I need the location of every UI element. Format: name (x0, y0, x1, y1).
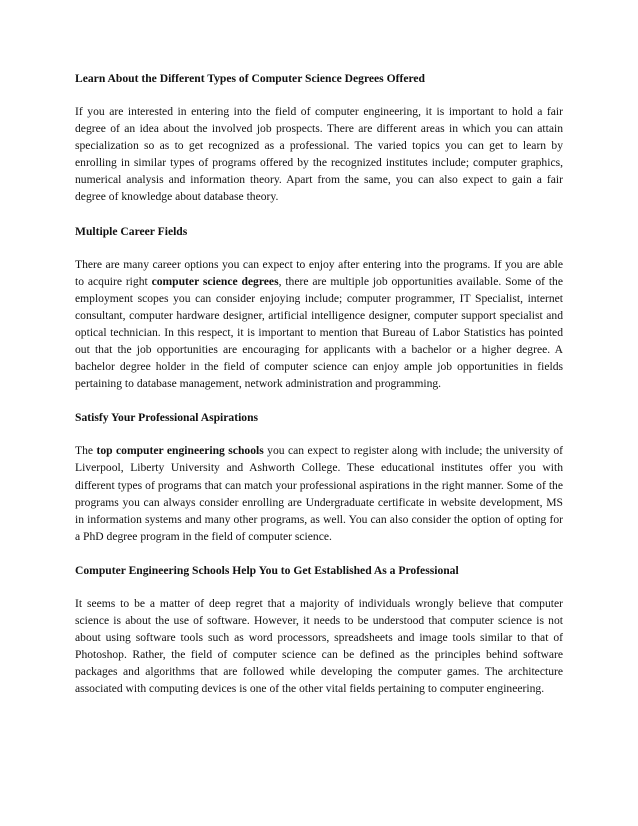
section-heading-aspirations: Satisfy Your Professional Aspirations (75, 411, 259, 425)
bold-keyword: top computer engineering schools (96, 444, 264, 458)
paragraph-text: you can expect to register along with include; the university of Liverpool, Liberty University and Ashworth College. These educational institutes offer you with different types of programs that can match your professional aspirations in the right manner. Some of the programs you can always consider enrolling are Undergraduate certificate in website development, MS in information systems and many other programs, as well. You can also consider the option of opting for a PhD degree program in the field of computer science. (75, 444, 563, 543)
bold-keyword: computer science degrees (151, 274, 279, 288)
paragraph-text: The (75, 444, 97, 458)
section-heading-engineering-schools: Computer Engineering Schools Help You to Get Established As a Professional (75, 563, 459, 577)
paragraph-text: There are many career options you can expect to enjoy after entering into the programs. If you are able to acquire right (75, 257, 563, 288)
section-heading-degrees: Learn About the Different Types of Computer Science Degrees Offered (75, 72, 426, 85)
document-page (75, 70, 563, 714)
section-heading-career-fields: Multiple Career Fields (75, 224, 188, 238)
section-paragraph-aspirations (75, 442, 563, 545)
paragraph-text: , there are multiple job opportunities available. Some of the employment scopes you can consider enjoying include; computer programmer, IT Specialist, internet consultant, computer hardware designer, artificial intelligence designer, computer support specialist and optical technician. In this respect, it is important to mention that Bureau of Labor Statistics has pointed out that the job opportunities are encouraging for applicants with a bachelor or a higher degree. A bachelor degree holder in the field of computer science can enjoy ample job opportunities in fields pertaining to database management, network administration and programming. (75, 274, 563, 391)
section-paragraph-degrees: If you are interested in entering into the field of computer engineering, it is important to hold a fair degree of an idea about the involved job prospects. There are different areas in which you can attain specialization so as to get recognized as a professional. The varied topics you can get to learn by enrolling in similar types of programs offered by the recognized institutes include; computer graphics, numerical analysis and information theory. Apart from the same, you can also expect to gain a fair degree of knowledge about database theory. (75, 105, 563, 204)
section-paragraph-career-fields (75, 256, 563, 393)
section-paragraph-engineering-schools: It seems to be a matter of deep regret that a majority of individuals wrongly believe that computer science is about the use of software. However, it needs to be understood that computer science is not about using software tools such as word processors, spreadsheets and image tools similar to that of Photoshop. Rather, the field of computer science can be defined as the principles behind software packages and algorithms that are followed while developing the computer games. The architecture associated with computing devices is one of the other vital fields pertaining to computer engineering. (75, 596, 563, 696)
